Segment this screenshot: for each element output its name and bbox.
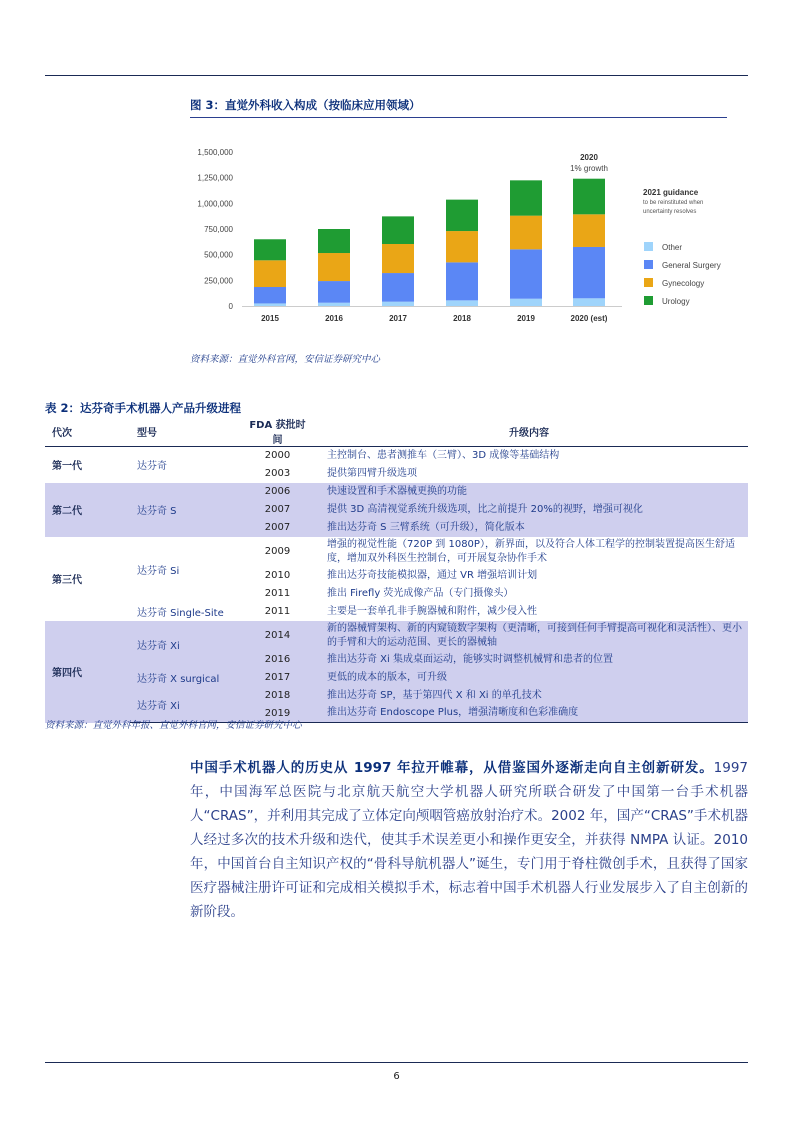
bar-segment-other (446, 300, 478, 306)
annotation-text: 1% growth (570, 164, 608, 173)
generation-cell: 第三代 (52, 575, 82, 586)
table-header-row (45, 416, 748, 447)
content-cell: 推出 Firefly 荧光成像产品（专门摄像头） (327, 587, 514, 599)
figure-source: 资料来源：直觉外科官网，安信证券研究中心 (190, 354, 381, 365)
y-tick-label: 1,500,000 (197, 148, 233, 157)
legend-swatch (644, 260, 653, 269)
legend-label: Other (662, 243, 683, 252)
bar-segment-other (573, 298, 605, 306)
year-cell: 2019 (245, 705, 310, 723)
guidance-title: 2021 guidance (643, 188, 699, 197)
y-tick-label: 1,250,000 (197, 173, 233, 183)
generation-cell: 第二代 (45, 483, 130, 537)
table-row (45, 603, 748, 621)
bar-segment-general-surgery (573, 247, 605, 298)
content-cell: 推出达芬奇 Endoscope Plus，增强清晰度和色彩准确度 (310, 705, 748, 723)
content-cell: 提供 3D 高清视觉系统升级选项，比之前提升 20%的视野，增强可视化 (310, 501, 748, 519)
header-upgrade: 升级内容 (310, 416, 748, 447)
year-cell: 2011 (264, 588, 291, 599)
bar-segment-gynecology (382, 244, 414, 273)
bar-segment-other (254, 303, 286, 306)
bar-segment-other (318, 303, 350, 306)
model-cell: 达芬奇 (137, 461, 167, 473)
bar-segment-other (382, 302, 414, 306)
model-cell: 达芬奇 S (130, 483, 245, 537)
legend-label: Urology (662, 297, 690, 306)
y-tick-label: 750,000 (204, 225, 233, 234)
x-tick-label: 2016 (325, 314, 343, 323)
header-model: 型号 (130, 416, 245, 447)
bar-segment-urology (254, 239, 286, 260)
model-cell: 达芬奇 Single-Site (137, 608, 224, 619)
davinci-upgrade-table (45, 416, 748, 723)
y-tick-label: 1,000,000 (197, 199, 233, 209)
body-paragraph (190, 756, 748, 924)
bar-segment-general-surgery (254, 287, 286, 303)
table-title: 表 2：达芬奇手术机器人产品升级进程 (45, 401, 242, 415)
bar-segment-urology (510, 180, 542, 215)
year-cell: 2016 (245, 651, 310, 669)
year-cell: 2003 (264, 468, 291, 479)
content-cell: 推出达芬奇 SP，基于第四代 X 和 Xi 的单孔技术 (310, 687, 748, 705)
y-tick-label: 250,000 (204, 276, 233, 286)
year-cell: 2009 (264, 546, 291, 557)
footer-rule (45, 1062, 748, 1063)
year-cell: 2017 (245, 669, 310, 687)
model-cell: 达芬奇 Xi (130, 687, 245, 723)
table-source: 资料来源：直觉外科年报、直觉外科官网，安信证券研究中心 (45, 720, 302, 731)
model-cell: 达芬奇 Xi (130, 621, 245, 669)
content-cell: 推出达芬奇 Xi 集成桌面运动，能够实时调整机械臂和患者的位置 (310, 651, 748, 669)
bar-segment-gynecology (573, 214, 605, 247)
annotation-title: 2020 (580, 153, 598, 162)
content-cell: 推出达芬奇技能模拟器，通过 VR 增强培训计划 (327, 569, 538, 581)
x-tick-label: 2019 (517, 314, 535, 323)
x-tick-label: 2020 (est) (570, 314, 608, 323)
table-row (45, 687, 748, 705)
bar-segment-general-surgery (446, 262, 478, 300)
table-row (45, 483, 748, 501)
figure-title: 图 3：直觉外科收入构成（按临床应用领域） (190, 98, 421, 112)
legend-label: Gynecology (662, 279, 705, 288)
generation-cell: 第一代 (52, 461, 82, 473)
header-generation: 代次 (45, 416, 130, 447)
year-cell: 2007 (245, 519, 310, 537)
bar-segment-gynecology (254, 260, 286, 287)
model-cell: 达芬奇 X surgical (130, 669, 245, 687)
content-cell: 新的器械臂架构、新的内窥镜数字架构（更清晰，可接到任何手臂提高可视化和灵活性）、更小的手臂和大的运动范围、更长的器械轴 (310, 621, 748, 651)
legend-label: General Surgery (662, 261, 721, 270)
content-cell: 快速设置和手术器械更换的功能 (310, 483, 748, 501)
content-cell: 推出达芬奇 S 三臂系统（可升级），简化版本 (310, 519, 748, 537)
x-tick-label: 2015 (261, 314, 279, 323)
header-fda-date: FDA 获批时间 (245, 416, 310, 447)
y-tick-label: 0 (228, 302, 233, 311)
guidance-line: to be reinstituted when (643, 200, 704, 206)
content-cell: 主要是一套单孔非手腕器械和附件，减少侵入性 (327, 605, 537, 617)
bar-segment-urology (318, 229, 350, 253)
y-tick-label: 500,000 (204, 250, 233, 260)
year-cell: 2000 (264, 450, 291, 462)
figure-title-rule (190, 117, 727, 118)
content-cell: 提供第四臂升级选项 (327, 467, 417, 479)
x-tick-label: 2017 (389, 314, 407, 323)
x-tick-label: 2018 (453, 314, 471, 323)
table-row (45, 447, 748, 465)
revenue-stacked-bar-chart (190, 140, 727, 330)
table-row (45, 669, 748, 687)
lead-sentence: 中国手术机器人的历史从 1997 年拉开帷幕，从借鉴国外逐渐走向自主创新研发。 (190, 760, 714, 776)
table-row (45, 537, 748, 567)
table-row (45, 621, 748, 651)
page-number: 6 (393, 1071, 400, 1082)
year-cell: 2007 (245, 501, 310, 519)
year-cell: 2010 (264, 570, 291, 581)
content-cell: 更低的成本的版本，可升级 (310, 669, 748, 687)
generation-cell: 第四代 (45, 621, 130, 723)
bar-segment-other (510, 299, 542, 306)
legend-swatch (644, 242, 653, 251)
bar-segment-gynecology (510, 216, 542, 250)
content-cell: 增强的视觉性能（720P 到 1080P），新界面，以及符合人体工程学的控制装置提高医生舒适度，增加双外科医生控制台，可开展复杂协作手术 (327, 538, 735, 564)
year-cell: 2006 (245, 483, 310, 501)
content-cell: 主控制台、患者测推车（三臂）、3D 成像等基础结构 (327, 449, 560, 461)
bar-segment-general-surgery (318, 281, 350, 303)
bar-segment-urology (446, 200, 478, 231)
year-cell: 2011 (264, 606, 291, 617)
body-text: 1997 年，中国海军总医院与北京航天航空大学机器人研究所联合研发了中国第一台手术机器人“CRAS”，并利用其完成了立体定向颅咽管癌放射治疗术。2002 年，国产“CRAS”手术机器人经过多次的技术升级和迭代，使其手术误差更小和操作更安全，并获得 NMPA 认证。2010 年，中国首台自主知识产权的“骨科导航机器人”诞生，专门用于脊柱微创手术，且获得了国家医疗器械注册许可证和完成相关模拟手术，标志着中国手术机器人行业发展步入了自主创新的新阶段。 (190, 760, 748, 920)
header-rule (45, 75, 748, 76)
guidance-line: uncertainty resolves (643, 209, 697, 215)
bar-segment-urology (573, 179, 605, 215)
bar-segment-general-surgery (382, 273, 414, 302)
model-cell: 达芬奇 Si (137, 566, 180, 577)
bar-segment-gynecology (318, 253, 350, 281)
year-cell: 2014 (245, 621, 310, 651)
bar-segment-gynecology (446, 231, 478, 262)
bar-segment-general-surgery (510, 249, 542, 298)
year-cell: 2018 (245, 687, 310, 705)
legend-swatch (644, 278, 653, 287)
bar-segment-urology (382, 216, 414, 244)
legend-swatch (644, 296, 653, 305)
